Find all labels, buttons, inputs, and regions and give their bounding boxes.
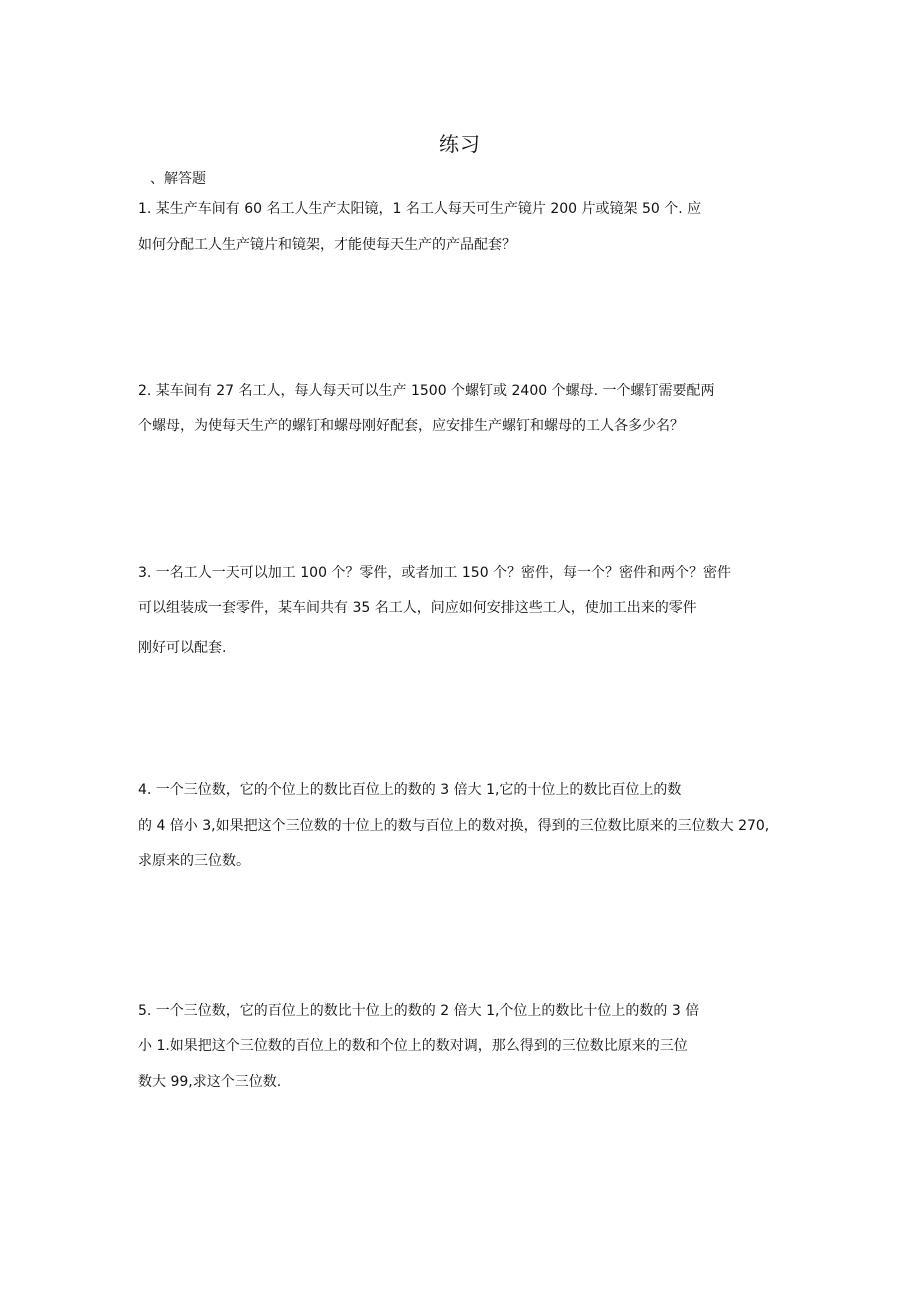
problem-5-line-2: 小 1.如果把这个三位数的百位上的数和个位上的数对调，那么得到的三位数比原来的三位	[138, 1038, 688, 1054]
problem-1-line-1: 1. 某生产车间有 60 名工人生产太阳镜，1 名工人每天可生产镜片 200 片或镜架 50 个. 应	[138, 201, 702, 217]
problem-4-line-3: 求原来的三位数。	[138, 853, 250, 869]
problem-5-line-1: 5. 一个三位数，它的百位上的数比十位上的数的 2 倍大 1,个位上的数比十位上的数的 3 倍	[138, 1003, 700, 1019]
section-heading: 、解答题	[150, 171, 206, 187]
problem-1-line-2: 如何分配工人生产镜片和镜架，才能使每天生产的产品配套？	[138, 237, 516, 253]
problem-5-line-3: 数大 99,求这个三位数.	[138, 1074, 282, 1090]
problem-3-line-1: 3. 一名工人一天可以加工 100 个？零件，或者加工 150 个？密件，每一个？密件和两个？密件	[138, 565, 732, 581]
problem-3-line-2: 可以组装成一套零件，某车间共有 35 名工人，问应如何安排这些工人，使加工出来的零件	[138, 600, 697, 616]
problem-3-line-3: 刚好可以配套.	[138, 640, 227, 656]
problem-4-line-2: 的 4 倍小 3,如果把这个三位数的十位上的数与百位上的数对换，得到的三位数比原来的三位数大 270,	[138, 818, 770, 834]
problem-4-line-1: 4. 一个三位数，它的个位上的数比百位上的数的 3 倍大 1,它的十位上的数比百位上的数	[138, 782, 682, 798]
problem-2-line-1: 2. 某车间有 27 名工人，每人每天可以生产 1500 个螺钉或 2400 个螺母. 一个螺钉需要配两	[138, 383, 715, 399]
page-title: 练习	[439, 132, 481, 156]
problem-2-line-2: 个螺母，为使每天生产的螺钉和螺母刚好配套，应安排生产螺钉和螺母的工人各多少名？	[138, 418, 684, 434]
